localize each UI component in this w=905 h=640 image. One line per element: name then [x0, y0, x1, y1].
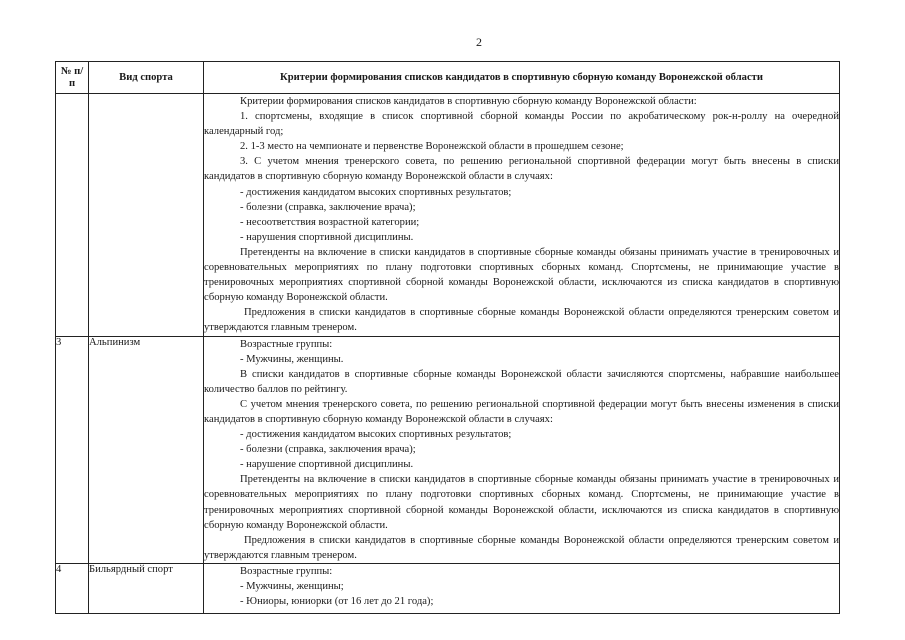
criteria-line: 2. 1-3 место на чемпионате и первенстве Воронежской области в прошедшем сезоне; — [240, 141, 624, 153]
criteria-line: - болезни (справка, заключения врача); — [240, 444, 416, 456]
row-number: 3 — [56, 336, 89, 563]
criteria-line: С учетом мнения тренерского совета, по решению региональной спортивной федерации могут быть внесены изменения в списки кандидатов в спортивную сборную команду Воронежской области в случаях: — [204, 398, 839, 425]
table-row — [56, 94, 840, 337]
row-criteria — [204, 563, 840, 613]
row-criteria — [204, 336, 840, 563]
table-row — [56, 563, 840, 613]
header-number: № п/п — [56, 62, 89, 94]
criteria-line: Возрастные группы: — [240, 565, 333, 577]
row-criteria — [204, 94, 840, 337]
criteria-line: Критерии формирования списков кандидатов в спортивную сборную команду Воронежской области: — [240, 96, 697, 107]
row-number — [56, 94, 89, 337]
row-number: 4 — [56, 563, 89, 613]
header-sport: Вид спорта — [89, 62, 204, 94]
row-sport: Бильярдный спорт — [89, 563, 204, 613]
criteria-line: Претенденты на включение в списки кандидатов в спортивные сборные команды обязаны принимать участие в тренировочных и соревновательных мероприятиях по плану подготовки спортивных сборных команд. Спортсмены, не принимающие участие в тренировочных мероприятиях спортивной сборной команды Воронежской области, исключаются из списка кандидатов в спортивную сборную команду Воронежской области. — [204, 246, 839, 304]
table-row — [56, 336, 840, 563]
criteria-line: - достижения кандидатом высоких спортивных результатов; — [240, 429, 512, 441]
criteria-line: Предложения в списки кандидатов в спортивные сборные команды Воронежской области определяются тренерским советом и утверждаются главным тренером. — [204, 307, 839, 334]
criteria-line: Возрастные группы: — [240, 338, 333, 350]
criteria-line: - нарушения спортивной дисциплины. — [240, 231, 414, 243]
criteria-line: В списки кандидатов в спортивные сборные команды Воронежской области зачисляются спортсмены, набравшие наибольшее количество баллов по рейтингу. — [204, 368, 839, 395]
criteria-line: - Мужчины, женщины; — [240, 581, 344, 592]
row-sport: Альпинизм — [89, 336, 204, 563]
criteria-line: - Мужчины, женщины. — [240, 353, 344, 365]
page-number: 2 — [476, 35, 482, 49]
criteria-line: 1. спортсмены, входящие в список спортивной сборной команды России по акробатическому рок-н-роллу на очередной календарный год; — [204, 111, 839, 138]
criteria-line: - нарушение спортивной дисциплины. — [240, 459, 414, 471]
header-criteria: Критерии формирования списков кандидатов в спортивную сборную команду Воронежской области — [204, 62, 840, 94]
criteria-table — [55, 61, 840, 614]
criteria-line: Предложения в списки кандидатов в спортивные сборные команды Воронежской области определяются тренерским советом и утверждаются главным тренером. — [204, 534, 839, 561]
row-sport — [89, 94, 204, 337]
criteria-line: - болезни (справка, заключение врача); — [240, 201, 416, 213]
criteria-line: 3. С учетом мнения тренерского совета, по решению региональной спортивной федерации могут быть внесены в списки кандидатов в спортивную сборную команду Воронежской области в случаях: — [204, 156, 839, 183]
criteria-line: - Юниоры, юниорки (от 16 лет до 21 года); — [240, 596, 434, 608]
criteria-line: Претенденты на включение в списки кандидатов в спортивные сборные команды обязаны принимать участие в тренировочных и соревновательных мероприятиях по плану подготовки спортивных сборных команд. Спортсмены, не принимающие участие в тренировочных мероприятиях спортивной сборной команды Воронежской области, исключаются из списка кандидатов в спортивную сборную команду Воронежской области. — [204, 474, 839, 531]
criteria-line: - несоответствия возрастной категории; — [240, 216, 420, 228]
table-header-row — [56, 62, 840, 94]
criteria-line: - достижения кандидатом высоких спортивных результатов; — [240, 186, 512, 198]
